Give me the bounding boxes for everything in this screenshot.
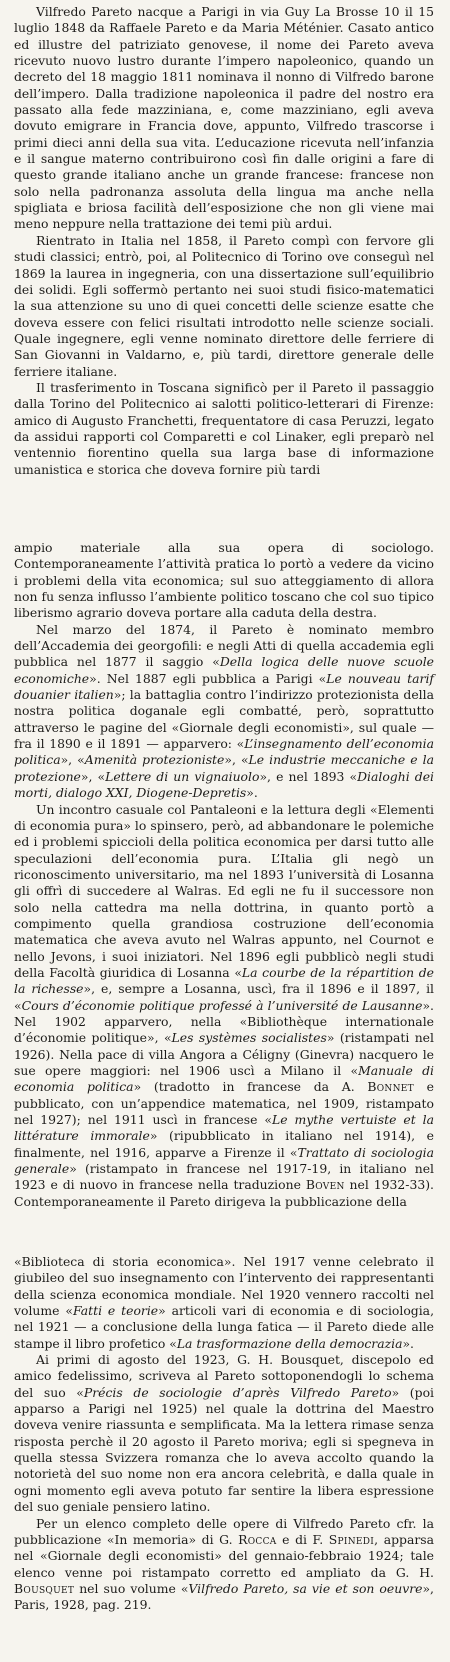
text-block-2 <box>14 540 434 1210</box>
work-title: Amenità protezioniste <box>84 752 225 768</box>
paragraph-lausanne: Un incontro casuale col Pantaleoni e la lettura degli «Elementi di economia pura» lo spinsero, però, ad abbandonare le polemiche ed i problemi spiccioli della politica economica per darsi tutto alle speculazioni dell’economia pura. L’Italia gli negò un riconoscimento universitario, ma nel 1893 l’università di Losanna gli offrì di succedere al Walras. Ed egli ne fu il successore non solo nella cattedra ma nella dottrina, in quanto portò a compimento quella grandiosa costruzione dell’economia matematica che aveva avuto nel Walras appunto, nel Cournot e nello Jevons, i suoi iniziatori. Nel 1896 egli pubblicò negli studi della Facoltà giuridica di Losanna «La courbe de la répartition de la richesse», e, sempre a Losanna, uscì, fra il 1896 e il 1897, il «Cours d’économie politique professé à l’université de Lausanne». Nel 1902 apparvero, nella «Bibliothèque internationale d’économie politique», «Les systèmes socialistes» (ristampati nel 1926). Nella pace di villa Angora a Céligny (Ginevra) nacquero le sue opere maggiori: nel 1906 uscì a Milano il «Manuale di economia politica» (tradotto in francese da A. Bonnet e pubblicato, con un’appendice matematica, nel 1909, ristampato nel 1927); nel 1911 uscì in francese «Le mythe vertuiste et la littérature immorale» (ripubblicato in italiano nel 1914), e finalmente, nel 1916, apparve a Firenze il «Trattato di sociologia generale» (ristampato in francese nel 1917-19, in italiano nel 1923 e di nuovo in francese nella traduzione Boven nel 1932-33). Contemporaneamente il Pareto dirigeva la pubblicazione della <box>14 801 435 1209</box>
author-name: Rocca <box>238 1531 277 1547</box>
author-name: Bousquet <box>14 1580 75 1596</box>
work-title: Le nouveau tarif douanier italien <box>14 670 434 703</box>
work-title: La courbe de la répartition de la richesse <box>14 964 434 997</box>
paragraph-georgofili: Nel marzo del 1874, il Pareto è nominato membro dell’Accademia dei georgofili: e negli Atti di quella accademia egli pubblica nel 1877 il saggio «Della logica delle nuove scuole economiche». Nel 1887 egli pubblica a Parigi «Le nouveau tarif douanier italien»; la battaglia contro l’indirizzo protezionista della nostra politica doganale egli combatté, però, soprattutto attraverso le pagine del «Giornale degli economisti», sul quale — fra il 1890 e il 1891 — apparvero: «L’insegnamento dell’economia politica», «Amenità protezioniste», «Le industrie meccaniche e la protezione», «Lettere di un vignaiuolo», e nel 1893 «Dialoghi dei morti, dialogo XXI, Diogene-Depretis». <box>14 621 435 801</box>
work-title: Le mythe vertuiste et la littérature immorale <box>14 1112 434 1144</box>
paragraph-studies: Rientrato in Italia nel 1858, il Pareto compì con fervore gli studi classici; entrò, poi, al Politecnico di Torino ove conseguì nel 1869 la laurea in ingegneria, con una dissertazione sull’equilibrio dei solidi. Egli soffermò pertanto nei suoi studi fisico-matematici la sua attenzione su uno di quei concetti delle scienze esatte che doveva essere con felici risultati introdotto nelle scienze sociali. Quale ingegnere, egli venne nominato direttore delle ferriere di San Giovanni in Valdarno, e, più tardi, direttore generale delle ferriere italiane. <box>14 232 434 379</box>
work-title: L’insegnamento dell’economia politica <box>14 736 434 768</box>
work-title: Trattato di sociologia generale <box>14 1144 434 1177</box>
paragraph-tuscany: Il trasferimento in Toscana significò per il Pareto il passaggio dalla Torino del Politecnico ai salotti politico-letterari di Firenze: amico di Augusto Franchetti, frequentatore di casa Peruzzi, legato da assidui rapporti col Comparetti e col Linaker, egli preparò nel ventennio fiorentino quella sua larga base di informazione umanistica e storica che doveva fornire più tardi <box>14 379 434 477</box>
work-title: Les systèmes socialistes <box>171 1030 327 1046</box>
paragraph-birth: Vilfredo Pareto nacque a Parigi in via Guy La Brosse 10 il 15 luglio 1848 da Raffaele Pareto e da Maria Méténier. Casato antico ed illustre del patriziato genovese, il nome dei Pareto aveva ricevuto nuovo lustro durante l’impero napoleonico, quando un decreto del 18 maggio 1811 nominava il nonno di Vilfredo barone dell’impero. Dalla tradizione napoleonica il padre del nostro era passato alla fede mazziniana, e, come mazziniano, egli aveva dovuto emigrare in Francia dove, appunto, Vilfredo trascorse i primi dieci anni della sua vita. L’educazione ricevuta nell’infanzia e il sangue materno contribuirono così fin dalle origini a fare di questo grande italiano anche un grande francese: francese non solo nella padronanza assoluta della lingua ma anche nella spigliata e briosa facilità dell’esposizione che non gli viene mai meno neppure nella trattazione dei temi più ardui. <box>14 4 434 232</box>
work-title: Précis de sociologie d’après Vilfredo Pareto <box>83 1384 392 1400</box>
work-title: Vilfredo Pareto, sa vie et son oeuvre <box>188 1580 423 1596</box>
author-name: Boven <box>305 1177 345 1193</box>
paragraph-continuation: ampio materiale alla sua opera di sociologo. Contemporaneamente l’attività pratica lo portò a vedere da vicino i problemi della vita economica; sul suo atteggiamento di allora non fu senza influsso l’ambiente politico toscano che col suo tipico liberismo agrario doveva portare alla caduta della destra. <box>14 540 434 621</box>
author-name: Spinedi <box>328 1531 375 1547</box>
text-block-3 <box>14 1254 434 1614</box>
paragraph-bibliography: Per un elenco completo delle opere di Vilfredo Pareto cfr. la pubblicazione «In memoria» di G. Rocca e di F. Spinedi, apparsa nel «Giornale degli economisti» del gennaio-febbraio 1924; tale elenco venne poi ristampato corretto ed ampliato da G. H. Bousquet nel suo volume «Vilfredo Pareto, sa vie et son oeuvre», Paris, 1928, pag. 219. <box>14 1515 434 1613</box>
work-title: Cours d’économie politique professé à l’université de Lausanne <box>21 997 423 1013</box>
work-title: Fatti e teorie <box>72 1303 159 1319</box>
author-name: Bonnet <box>367 1079 414 1095</box>
work-title: Le industrie meccaniche e la protezione <box>14 752 434 784</box>
work-title: Della logica delle nuove scuole economiche <box>14 654 434 686</box>
work-title: La trasformazione della democrazia <box>176 1335 403 1351</box>
work-title: Dialoghi dei morti, dialogo XXI, Diogene-Depretis <box>14 768 435 801</box>
work-title: Manuale di economia politica <box>14 1063 434 1095</box>
work-title: Lettere di un vignaiuolo <box>105 768 260 784</box>
text-block-1 <box>14 4 434 478</box>
paragraph-death: Ai primi di agosto del 1923, G. H. Bousquet, discepolo ed amico fedelissimo, scriveva al Pareto sottoponendogli lo schema del suo «Précis de sociologie d’après Vilfredo Pareto» (poi apparso a Parigi nel 1925) nel quale la dottrina del Maestro doveva venire riassunta e semplificata. Ma la lettera rimase senza risposta perchè il 20 agosto il Pareto moriva; egli si spegneva in quella stessa Svizzera romanza che lo aveva accolto quando la notorietà del suo nome non era ancora celebrità, e dalla quale in ogni momento egli aveva potuto far sentire la libera espressione del suo geniale pensiero latino. <box>14 1352 435 1515</box>
paragraph-jubilee: «Biblioteca di storia economica». Nel 1917 venne celebrato il giubileo del suo insegnamento con l’intervento dei rappresentanti della scienza economica mondiale. Nel 1920 vennero raccolti nel volume «Fatti e teorie» articoli vari di economia e di sociologia, nel 1921 — a conclusione della lunga fatica — il Pareto diede alle stampe il libro profetico «La trasformazione della democrazia». <box>14 1254 435 1351</box>
